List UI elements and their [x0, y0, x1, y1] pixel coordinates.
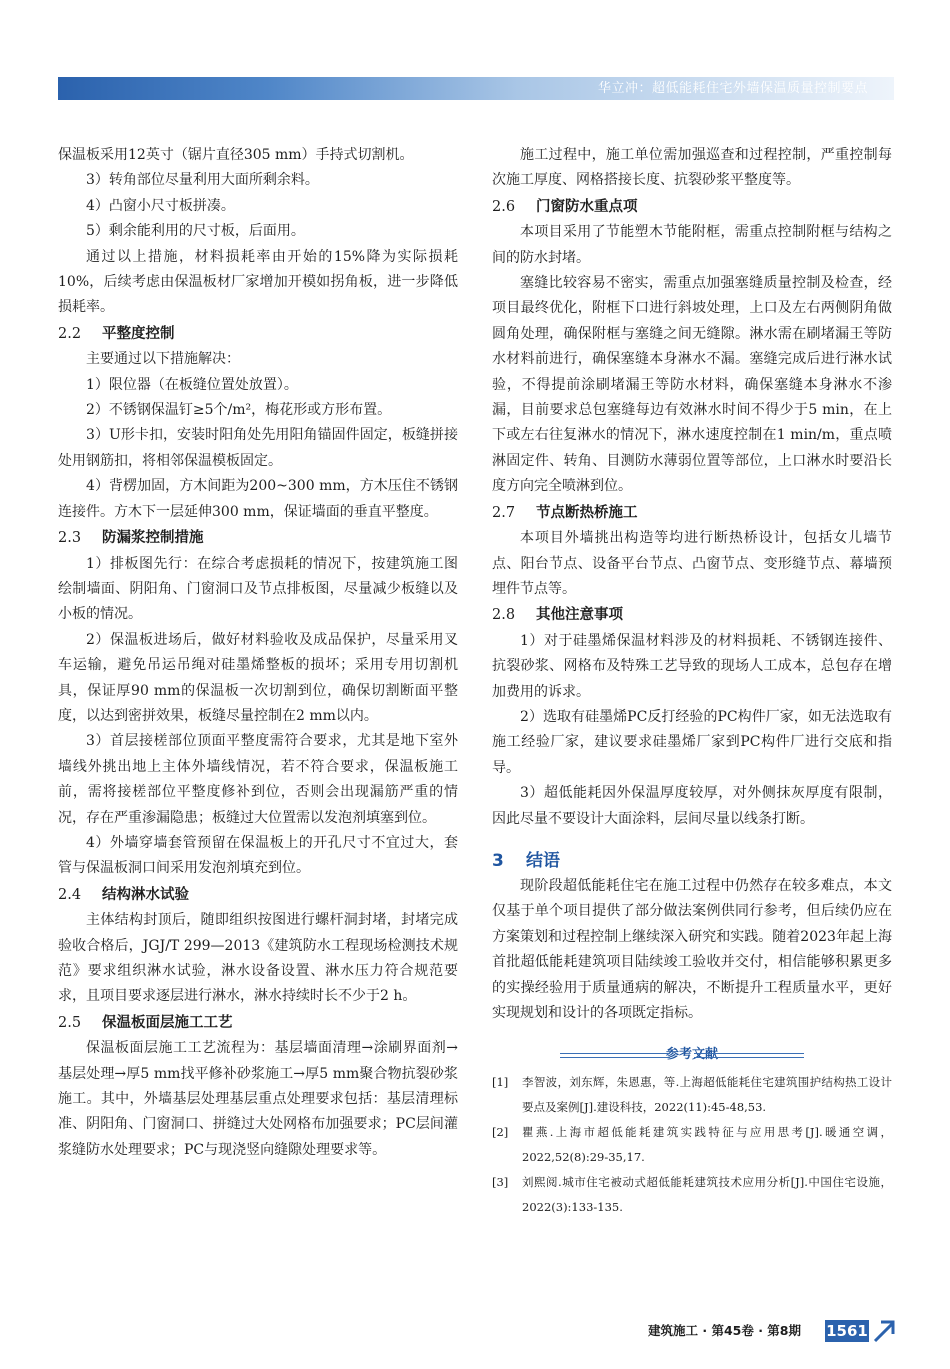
section-title: 门窗防水重点项: [536, 197, 638, 215]
section-number: 2.2: [58, 325, 82, 342]
section-number: 2.6: [492, 198, 516, 215]
paragraph: 本项目采用了节能塑木节能附框，需重点控制附框与结构之间的防水封堵。: [492, 224, 892, 266]
running-header: 华立冲：超低能耗住宅外墙保温质量控制要点: [597, 81, 868, 96]
section-heading-2-7: [492, 500, 892, 526]
paragraph: 保温板面层施工工艺流程为：基层墙面清理→涂刷界面剂→基层处理→厚5 mm找平修补砂浆施工→厚5 mm聚合物抗裂砂浆施工。其中，外墙基层处理基层重点处理要求包括：基层清理标准、阴阳角、门窗洞口、拼缝过大处网格布加强要求；PC层间灌浆缝防水处理要求；PC与现浇竖向缝隙处理要求等。: [58, 1040, 458, 1158]
reference-index: [1]: [492, 1075, 509, 1090]
paragraph: 4）凸窗小尺寸板拼凑。: [86, 197, 235, 214]
section-title: 保温板面层施工工艺: [102, 1013, 233, 1031]
section-heading-2-2: [58, 321, 458, 347]
paragraph: 2）选取有硅墨烯PC反打经验的PC构件厂家，如无法选取有施工经验厂家，建议要求硅墨烯厂家到PC构件厂进行交底和指导。: [492, 708, 892, 776]
section-title: 其他注意事项: [536, 606, 623, 624]
paragraph: 主体结构封顶后，随即组织按图进行螺杆洞封堵，封堵完成验收合格后，JGJ/T 299—2013《建筑防水工程现场检测技术规范》要求组织淋水试验，淋水设备设置、淋水压力符合规范要求，且项目要求逐层进行淋水，淋水持续时长不少于2 h。: [58, 912, 458, 1005]
section-number: 2.4: [58, 886, 82, 903]
section-title: 平整度控制: [102, 324, 175, 342]
section-title: 防漏浆控制措施: [102, 529, 204, 547]
paragraph: 1）排板图先行：在综合考虑损耗的情况下，按建筑施工图绘制墙面、阴阳角、门窗洞口及节点排板图，尽量减少板缝以及小板的情况。: [58, 555, 458, 623]
section-heading-2-6: [492, 194, 892, 220]
section-heading-2-3: [58, 525, 458, 551]
divider: [560, 1053, 670, 1058]
paragraph: 5）剩余能利用的尺寸板，后面用。: [86, 223, 305, 240]
paragraph: 4）背楞加固，方木间距为200~300 mm，方木压住不锈钢连接件。方木下一层延伸300 mm，保证墙面的垂直平整度。: [58, 478, 458, 520]
paragraph: 3）超低能耗因外保温厚度较厚，对外侧抹灰厚度有限制，因此尽量不要设计大面涂料，层间尽量以线条打断。: [492, 785, 892, 827]
section-heading-2-4: [58, 882, 458, 908]
paragraph: 施工过程中，施工单位需加强巡查和过程控制，严重控制每次施工厚度、网格搭接长度、抗裂砂浆平整度等。: [492, 147, 892, 189]
paragraph: 2）保温板进场后，做好材料验收及成品保护，尽量采用叉车运输，避免吊运吊绳对硅墨烯整板的损坏；采用专用切割机具，保证厚90 mm的保温板一次切割到位，确保切割断面平整度，以达到密拼效果，板缝尽量控制在2 mm以内。: [58, 631, 458, 724]
reference-index: [2]: [492, 1125, 509, 1140]
section-number: 3: [492, 850, 504, 871]
section-title: 节点断热桥施工: [536, 503, 638, 521]
paragraph: 1）限位器（在板缝位置处放置）。: [86, 376, 298, 393]
paragraph: 通过以上措施，材料损耗率由开始的15%降为实际损耗10%，后续考虑由保温板材厂家增加开模如拐角板，进一步降低损耗率。: [58, 248, 458, 316]
journal-footer: 建筑施工 · 第45卷 · 第8期: [648, 1323, 801, 1338]
page-number: 1561: [826, 1322, 868, 1340]
paragraph: 保温板采用12英寸（锯片直径305 mm）手持式切割机。: [58, 147, 414, 163]
paragraph: 主要通过以下措施解决：: [86, 351, 240, 368]
reference-text: 瞿燕.上海市超低能耗建筑实践特征与应用思考[J].暖通空调，2022,52(8):29-35,17.: [522, 1125, 892, 1165]
reference-text: 李智波，刘东辉，朱恩惠，等.上海超低能耗住宅建筑围护结构热工设计要点及案例[J].建设科技，2022(11):45-48,53.: [522, 1075, 892, 1115]
paragraph: 1）对于硅墨烯保温材料涉及的材料损耗、不锈钢连接件、抗裂砂浆、网格布及特殊工艺导致的现场人工成本，总包存在增加费用的诉求。: [492, 632, 892, 700]
left-column: [58, 143, 458, 1163]
divider: [694, 1053, 804, 1058]
paragraph: 现阶段超低能耗住宅在施工过程中仍然存在较多难点，本文仅基于单个项目提供了部分做法案例供同行参考，但后续仍应在方案策划和过程控制上继续深入研究和实践。随着2023年起上海首批超低能耗建筑项目陆续竣工验收并交付，相信能够积累更多的实操经验用于质量通病的解决，不断提升工程质量水平，更好实现规划和设计的各项既定指标。: [492, 877, 892, 1021]
section-heading-2-5: [58, 1010, 458, 1036]
section-number: 2.8: [492, 607, 516, 624]
section-number: 2.3: [58, 530, 82, 547]
references-title: 参考文献: [665, 1047, 718, 1063]
paragraph: 塞缝比较容易不密实，需重点加强塞缝质量控制及检查，经项目最终优化，附框下口进行斜坡处理，上口及左右两侧阴角做圆角处理，确保附框与塞缝之间无缝隙。淋水需在刷堵漏王等防水材料前进行，确保塞缝本身淋水不漏。塞缝完成后进行淋水试验，不得提前涂刷堵漏王等防水材料，确保塞缝本身淋水不渗漏，目前要求总包塞缝每边有效淋水时间不得少于5 min，在上下或左右往复淋水的情况下，淋水速度控制在1 min/m，重点喷淋固定件、转角、目测防水薄弱位置等部位，上口淋水时要沿长度方向完全喷淋到位。: [492, 275, 892, 495]
section-number: 2.5: [58, 1014, 82, 1031]
reference-item: [492, 1120, 892, 1170]
right-column: [492, 143, 892, 1220]
reference-index: [3]: [492, 1175, 509, 1190]
paragraph: 4）外墙穿墙套管预留在保温板上的开孔尺寸不宜过大，套管与保温板洞口间采用发泡剂填充到位。: [58, 834, 458, 877]
reference-item: [492, 1070, 892, 1120]
references-heading: [492, 1044, 892, 1064]
section-title: 结语: [526, 850, 560, 871]
paragraph: 3）首层接槎部位顶面平整度需符合要求，尤其是地下室外墙线外挑出地上主体外墙线情况，若不符合要求，保温板施工前，需将接槎部位平整度修补到位，否则会出现漏筋严重的情况，存在严重渗漏隐患；板缝过大位置需以发泡剂填塞到位。: [58, 733, 458, 826]
paragraph: 本项目外墙挑出构造等均进行断热桥设计，包括女儿墙节点、阳台节点、设备平台节点、凸窗节点、变形缝节点、幕墙预埋件节点等。: [492, 530, 892, 597]
paragraph: 3）U形卡扣，安装时阳角处先用阳角锚固件固定，板缝拼接处用钢筋扣，将相邻保温模板固定。: [58, 427, 458, 469]
paragraph: 2）不锈钢保温钉≥5个/m²，梅花形或方形布置。: [86, 402, 392, 419]
reference-item: [492, 1170, 892, 1220]
reference-text: 刘熙阅.城市住宅被动式超低能耗建筑技术应用分析[J].中国住宅设施，2022(3):133-135.: [522, 1175, 892, 1215]
section-heading-3: [492, 848, 892, 874]
corner-arrow-icon: [872, 1318, 896, 1344]
section-heading-2-8: [492, 602, 892, 628]
paragraph: 3）转角部位尽量利用大面所剩余料。: [86, 172, 319, 189]
section-title: 结构淋水试验: [102, 885, 189, 903]
section-number: 2.7: [492, 504, 516, 521]
